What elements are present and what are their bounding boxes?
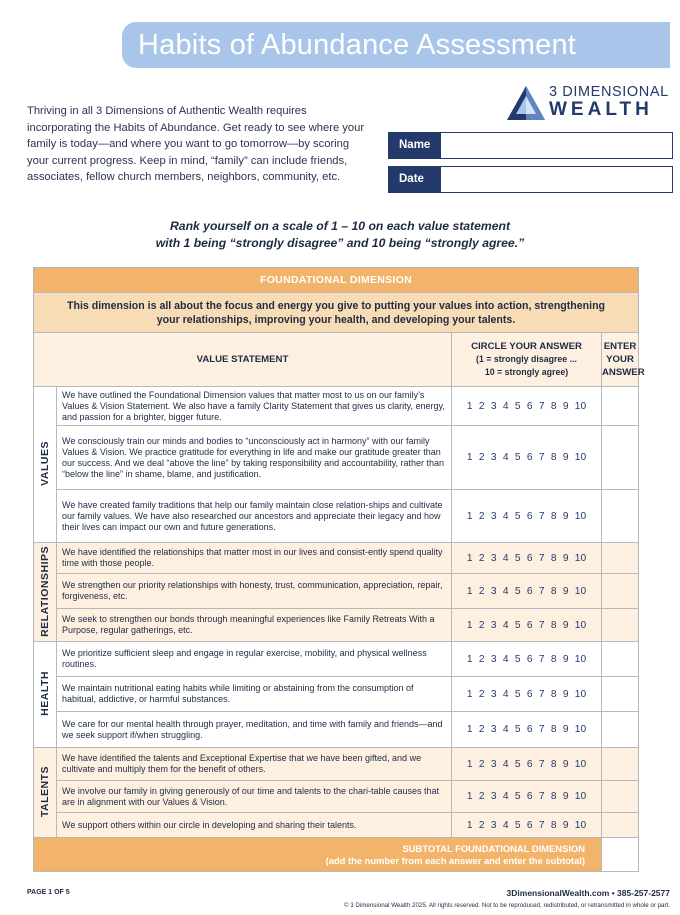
- intro-text: Thriving in all 3 Dimensions of Authentic Wealth requires incorporating the Habits of Abundance. Get ready to see where your family is today—and where you want to go tomorrow—by scoring your current progress. Keep in mind, “family” can include friends, associates, fellow church members, neighbors, community, etc.: [27, 105, 365, 183]
- answer-input[interactable]: [602, 543, 639, 574]
- value-statement: We involve our family in giving generously of our time and talents to the chari-table causes that are in alignment with our Values & Vision.: [57, 781, 452, 813]
- circle-answer-line2: (1 = strongly disagree ...: [476, 354, 577, 364]
- answer-scale[interactable]: 1 2 3 4 5 6 7 8 9 10: [452, 781, 602, 813]
- answer-input[interactable]: [602, 813, 639, 838]
- table-row: [34, 387, 639, 426]
- dimension-description-row: [34, 293, 639, 333]
- answer-scale[interactable]: 1 2 3 4 5 6 7 8 9 10: [452, 813, 602, 838]
- value-statement: We have identified the relationships that matter most in our lives and consist-ently spend quality time with those people.: [57, 543, 452, 574]
- answer-scale[interactable]: 1 2 3 4 5 6 7 8 9 10: [452, 712, 602, 748]
- date-label: Date: [389, 167, 441, 192]
- value-statement: We care for our mental health through prayer, meditation, and time with family and friends—and we seek support if/when struggling.: [57, 712, 452, 748]
- value-statement: We consciously train our minds and bodies to “unconsciously act in harmony” with our family Values & Vision. We practice gratitude for everything in life and make our gratitude greater than our success. And we deal “above the line” by taking responsibility and accountability, rather than “below the line” in shame, blame, and justification.: [57, 426, 452, 490]
- category-health: [34, 642, 57, 748]
- table-row: [34, 712, 639, 748]
- answer-scale[interactable]: 1 2 3 4 5 6 7 8 9 10: [452, 609, 602, 642]
- answer-input[interactable]: [602, 426, 639, 490]
- subtotal-line2: (add the number from each answer and enter the subtotal): [325, 854, 585, 866]
- name-input[interactable]: [441, 133, 672, 158]
- dimension-title: FOUNDATIONAL DIMENSION: [34, 268, 639, 293]
- value-statement: We prioritize sufficient sleep and engage in regular exercise, mobility, and physical wellness routines.: [57, 642, 452, 677]
- name-field: [388, 132, 673, 159]
- page-number: PAGE 1 OF 5: [27, 889, 70, 896]
- table-row: [34, 813, 639, 838]
- category-label: RELATIONSHIPS: [39, 545, 51, 637]
- answer-scale[interactable]: 1 2 3 4 5 6 7 8 9 10: [452, 748, 602, 781]
- table-row: [34, 574, 639, 609]
- table-row: [34, 781, 639, 813]
- instructions-line1: Rank yourself on a scale of 1 – 10 on each value statement: [169, 219, 511, 233]
- answer-input[interactable]: [602, 574, 639, 609]
- answer-scale[interactable]: 1 2 3 4 5 6 7 8 9 10: [452, 677, 602, 712]
- enter-answer-line2: YOUR: [606, 354, 634, 365]
- table-row: [34, 543, 639, 574]
- logo-line1: 3 DIMENSIONAL: [549, 84, 669, 100]
- subtotal-line1: SUBTOTAL FOUNDATIONAL DIMENSION: [402, 843, 585, 854]
- category-values: [34, 387, 57, 543]
- answer-scale[interactable]: 1 2 3 4 5 6 7 8 9 10: [452, 642, 602, 677]
- dimension-header-row: [34, 268, 639, 293]
- answer-scale[interactable]: 1 2 3 4 5 6 7 8 9 10: [452, 574, 602, 609]
- table-row: [34, 677, 639, 712]
- value-statement-header: VALUE STATEMENT: [34, 333, 452, 387]
- date-input[interactable]: [441, 167, 672, 192]
- answer-scale[interactable]: 1 2 3 4 5 6 7 8 9 10: [452, 387, 602, 426]
- answer-input[interactable]: [602, 677, 639, 712]
- answer-input[interactable]: [602, 642, 639, 677]
- assessment-table: [33, 267, 645, 872]
- answer-scale[interactable]: 1 2 3 4 5 6 7 8 9 10: [452, 426, 602, 490]
- value-statement: We support others within our circle in developing and sharing their talents.: [57, 813, 452, 838]
- table-row: [34, 748, 639, 781]
- answer-input[interactable]: [602, 748, 639, 781]
- page-title: Habits of Abundance Assessment: [122, 22, 670, 68]
- answer-input[interactable]: [602, 609, 639, 642]
- logo: [505, 84, 675, 124]
- instructions: [0, 218, 680, 252]
- category-label: HEALTH: [39, 671, 51, 716]
- answer-scale[interactable]: 1 2 3 4 5 6 7 8 9 10: [452, 543, 602, 574]
- value-statement: We have created family traditions that help our family maintain close relation-ships and cultivate our family values. We have also researched our ancestors and appreciate their legacy and how their lives can impact our own and future generations.: [57, 490, 452, 543]
- enter-answer-line3: ANSWER: [602, 367, 645, 378]
- answer-input[interactable]: [602, 781, 639, 813]
- category-label: VALUES: [39, 441, 51, 486]
- value-statement: We have outlined the Foundational Dimension values that matter most to us on our family’s Values & Vision Statement. We also have a family Clarity Statement that gives us clarity, energy, and passion for a brighter, bigger future.: [57, 387, 452, 426]
- subtotal-row: [34, 838, 639, 872]
- dimension-description: This dimension is all about the focus and energy you give to putting your values into action, strengthening your relationships, improving your health, and developing your talents.: [34, 293, 639, 333]
- table-row: [34, 642, 639, 677]
- enter-answer-header: [602, 333, 645, 387]
- table-row: [34, 426, 639, 490]
- category-relationships: [34, 543, 57, 642]
- table-row: [34, 609, 639, 642]
- footer-copyright: © 3 Dimensional Wealth 2025. All rights reserved. Not to be reproduced, redistributed, or retransmitted in whole or part.: [343, 902, 670, 909]
- value-statement: We strengthen our priority relationships with honesty, trust, communication, appreciation, repair, forgiveness, etc.: [57, 574, 452, 609]
- name-label: Name: [389, 133, 441, 158]
- category-talents: [34, 748, 57, 838]
- footer-contact: 3DimensionalWealth.com • 385-257-2577: [506, 888, 670, 898]
- value-statement: We maintain nutritional eating habits while limiting or abstaining from the consumption of habitual, addictive, or harmful substances.: [57, 677, 452, 712]
- date-field: [388, 166, 673, 193]
- circle-answer-title: CIRCLE YOUR ANSWER: [471, 341, 582, 352]
- subtotal-input[interactable]: [602, 838, 639, 872]
- category-label: TALENTS: [39, 765, 51, 818]
- logo-mountain-icon: [505, 84, 547, 122]
- table-row: [34, 490, 639, 543]
- circle-answer-line3: 10 = strongly agree): [484, 367, 569, 377]
- column-header-row: [34, 333, 639, 387]
- value-statement: We seek to strengthen our bonds through meaningful experiences like Family Retreats With a Purpose, regular gatherings, etc.: [57, 609, 452, 642]
- subtotal-label: [34, 838, 602, 872]
- answer-input[interactable]: [602, 490, 639, 543]
- answer-input[interactable]: [602, 387, 639, 426]
- logo-line2: WEALTH: [549, 99, 653, 120]
- instructions-line2: with 1 being “strongly disagree” and 10 being “strongly agree.”: [155, 236, 525, 250]
- value-statement: We have identified the talents and Exceptional Expertise that we have been gifted, and we cultivate and multiply them for the benefit of others.: [57, 748, 452, 781]
- enter-answer-line1: ENTER: [603, 341, 637, 352]
- answer-scale[interactable]: 1 2 3 4 5 6 7 8 9 10: [452, 490, 602, 543]
- answer-input[interactable]: [602, 712, 639, 748]
- circle-answer-header: [452, 333, 602, 387]
